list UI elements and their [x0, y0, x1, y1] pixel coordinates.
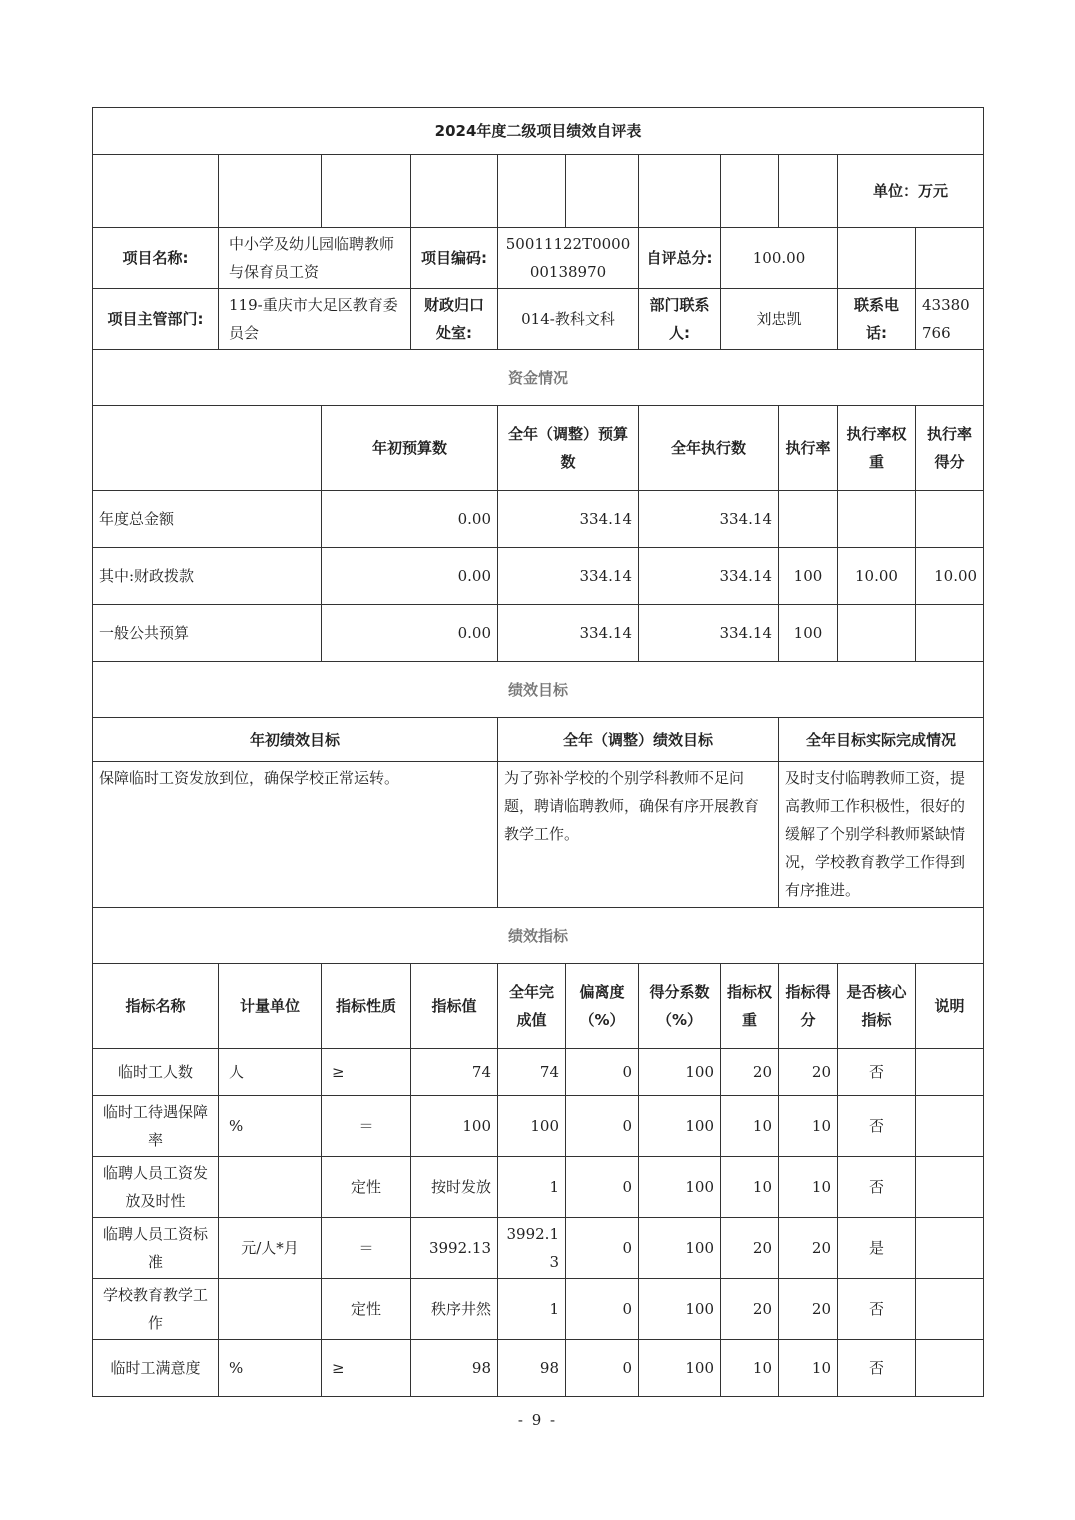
page-number: - 9 -: [517, 1411, 558, 1429]
ind-core: 否: [838, 1096, 916, 1157]
funds-row-name: 其中:财政拨款: [93, 548, 322, 605]
goals-header-adjusted: 全年（调整）绩效目标: [498, 718, 779, 762]
funds-row: [93, 548, 984, 605]
ind-actual: 1: [498, 1279, 566, 1340]
indicator-row: [93, 1157, 984, 1218]
ind-coef: 100: [639, 1096, 721, 1157]
indicator-row: [93, 1096, 984, 1157]
ind-core: 否: [838, 1049, 916, 1096]
ind-target: 按时发放: [411, 1157, 498, 1218]
ind-actual: 74: [498, 1049, 566, 1096]
ind-core: 否: [838, 1157, 916, 1218]
indicator-row: [93, 1340, 984, 1397]
funds-row-initial: 0.00: [322, 548, 498, 605]
dept-value: 119-重庆市大足区教育委员会: [219, 289, 411, 350]
ind-note: [916, 1049, 984, 1096]
ind-score: 20: [779, 1218, 838, 1279]
ind-nature: ＝: [322, 1218, 411, 1279]
funds-row-executed: 334.14: [639, 491, 779, 548]
ind-header-score: 指标得分: [779, 964, 838, 1049]
ind-actual: 98: [498, 1340, 566, 1397]
ind-deviation: 0: [566, 1049, 639, 1096]
funds-row-adjusted: 334.14: [498, 548, 639, 605]
funds-section-title: 资金情况: [93, 350, 984, 406]
ind-core: 否: [838, 1340, 916, 1397]
goals-header-initial: 年初绩效目标: [93, 718, 498, 762]
project-code-label: 项目编码:: [411, 228, 498, 289]
ind-header-weight: 指标权重: [721, 964, 779, 1049]
indicator-row: [93, 1049, 984, 1096]
funds-row-score: [916, 605, 984, 662]
ind-deviation: 0: [566, 1279, 639, 1340]
ind-note: [916, 1279, 984, 1340]
ind-deviation: 0: [566, 1340, 639, 1397]
ind-target: 秩序井然: [411, 1279, 498, 1340]
ind-deviation: 0: [566, 1096, 639, 1157]
funds-row-rate: 100: [779, 548, 838, 605]
funds-header-executed: 全年执行数: [639, 406, 779, 491]
ind-score: 10: [779, 1096, 838, 1157]
funds-row-executed: 334.14: [639, 605, 779, 662]
dept-label: 项目主管部门:: [93, 289, 219, 350]
ind-weight: 10: [721, 1340, 779, 1397]
ind-weight: 20: [721, 1049, 779, 1096]
ind-deviation: 0: [566, 1157, 639, 1218]
ind-header-coef: 得分系数（%）: [639, 964, 721, 1049]
performance-table: [92, 107, 984, 1397]
ind-header-note: 说明: [916, 964, 984, 1049]
goals-header-actual: 全年目标实际完成情况: [779, 718, 984, 762]
ind-coef: 100: [639, 1049, 721, 1096]
indicator-row: [93, 1279, 984, 1340]
funds-row-weight: 10.00: [838, 548, 916, 605]
funds-row-executed: 334.14: [639, 548, 779, 605]
goal-actual: 及时支付临聘教师工资，提高教师工作积极性，很好的缓解了个别学科教师紧缺情况，学校教育教学工作得到有序推进。: [779, 762, 984, 908]
ind-score: 20: [779, 1049, 838, 1096]
goals-section-title: 绩效目标: [93, 662, 984, 718]
ind-weight: 20: [721, 1279, 779, 1340]
ind-name: 临时工满意度: [93, 1340, 219, 1397]
ind-nature: 定性: [322, 1157, 411, 1218]
project-name-label: 项目名称:: [93, 228, 219, 289]
ind-nature: ≥: [322, 1049, 411, 1096]
funds-row-score: [916, 491, 984, 548]
goal-adjusted: 为了弥补学校的个别学科教师不足问题，聘请临聘教师，确保有序开展教育教学工作。: [498, 762, 779, 908]
funds-header-score: 执行率得分: [916, 406, 984, 491]
project-code: 50011122T000000138970: [498, 228, 639, 289]
finance-value: 014-教科文科: [498, 289, 639, 350]
funds-row-adjusted: 334.14: [498, 491, 639, 548]
unit-label: 单位：万元: [838, 155, 984, 228]
finance-label: 财政归口处室:: [411, 289, 498, 350]
total-score: 100.00: [721, 228, 838, 289]
ind-unit: %: [219, 1340, 322, 1397]
ind-unit: %: [219, 1096, 322, 1157]
ind-nature: ≥: [322, 1340, 411, 1397]
funds-row-adjusted: 334.14: [498, 605, 639, 662]
ind-core: 否: [838, 1279, 916, 1340]
ind-target: 100: [411, 1096, 498, 1157]
funds-header-weight: 执行率权重: [838, 406, 916, 491]
score-label: 自评总分:: [639, 228, 721, 289]
ind-unit: 元/人*月: [219, 1218, 322, 1279]
ind-weight: 20: [721, 1218, 779, 1279]
funds-row-name: 年度总金额: [93, 491, 322, 548]
funds-row-weight: [838, 605, 916, 662]
ind-actual: 3992.13: [498, 1218, 566, 1279]
ind-name: 学校教育教学工作: [93, 1279, 219, 1340]
ind-note: [916, 1157, 984, 1218]
table-title: 2024年度二级项目绩效自评表: [93, 108, 984, 155]
funds-header-initial: 年初预算数: [322, 406, 498, 491]
ind-name: 临时工人数: [93, 1049, 219, 1096]
ind-note: [916, 1096, 984, 1157]
ind-header-unit: 计量单位: [219, 964, 322, 1049]
funds-row-initial: 0.00: [322, 491, 498, 548]
funds-row-weight: [838, 491, 916, 548]
ind-actual: 100: [498, 1096, 566, 1157]
ind-weight: 10: [721, 1096, 779, 1157]
ind-target: 3992.13: [411, 1218, 498, 1279]
ind-nature: ＝: [322, 1096, 411, 1157]
ind-score: 10: [779, 1340, 838, 1397]
ind-target: 98: [411, 1340, 498, 1397]
ind-weight: 10: [721, 1157, 779, 1218]
indicator-row: [93, 1218, 984, 1279]
ind-coef: 100: [639, 1279, 721, 1340]
goal-initial: 保障临时工资发放到位，确保学校正常运转。: [93, 762, 498, 908]
funds-row-name: 一般公共预算: [93, 605, 322, 662]
ind-unit: [219, 1157, 322, 1218]
phone-label: 联系电话:: [838, 289, 916, 350]
contact-value: 刘忠凯: [721, 289, 838, 350]
ind-coef: 100: [639, 1218, 721, 1279]
ind-name: 临时工待遇保障率: [93, 1096, 219, 1157]
ind-target: 74: [411, 1049, 498, 1096]
ind-header-nature: 指标性质: [322, 964, 411, 1049]
indicators-section-title: 绩效指标: [93, 908, 984, 964]
ind-unit: 人: [219, 1049, 322, 1096]
ind-note: [916, 1340, 984, 1397]
funds-row-rate: [779, 491, 838, 548]
funds-header-adjusted: 全年（调整）预算数: [498, 406, 639, 491]
ind-header-core: 是否核心指标: [838, 964, 916, 1049]
funds-row: [93, 605, 984, 662]
ind-header-target: 指标值: [411, 964, 498, 1049]
ind-core: 是: [838, 1218, 916, 1279]
funds-row-score: 10.00: [916, 548, 984, 605]
ind-coef: 100: [639, 1157, 721, 1218]
ind-score: 10: [779, 1157, 838, 1218]
ind-header-actual: 全年完成值: [498, 964, 566, 1049]
ind-name: 临聘人员工资发放及时性: [93, 1157, 219, 1218]
funds-row: [93, 491, 984, 548]
funds-row-initial: 0.00: [322, 605, 498, 662]
ind-nature: 定性: [322, 1279, 411, 1340]
contact-label: 部门联系人:: [639, 289, 721, 350]
funds-row-rate: 100: [779, 605, 838, 662]
ind-header-deviation: 偏离度（%）: [566, 964, 639, 1049]
ind-note: [916, 1218, 984, 1279]
ind-deviation: 0: [566, 1218, 639, 1279]
funds-header-rate: 执行率: [779, 406, 838, 491]
ind-coef: 100: [639, 1340, 721, 1397]
ind-unit: [219, 1279, 322, 1340]
ind-name: 临聘人员工资标准: [93, 1218, 219, 1279]
ind-header-name: 指标名称: [93, 964, 219, 1049]
project-name: 中小学及幼儿园临聘教师与保育员工资: [219, 228, 411, 289]
ind-actual: 1: [498, 1157, 566, 1218]
ind-score: 20: [779, 1279, 838, 1340]
phone-value: 43380766: [916, 289, 984, 350]
